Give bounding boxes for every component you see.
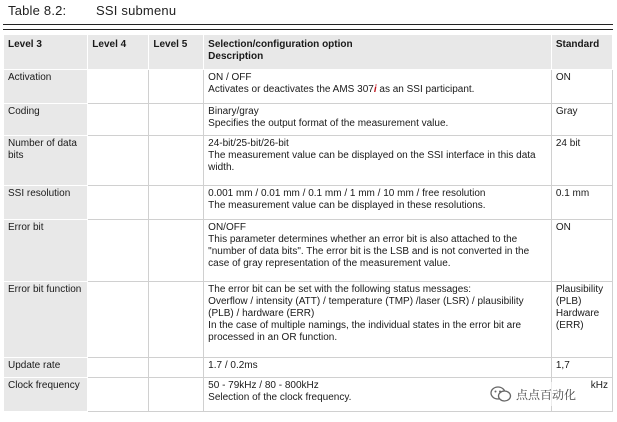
header-level4: Level 4 — [88, 35, 149, 70]
row-option-cell — [204, 136, 552, 186]
table-number: Table 8.2: — [8, 3, 67, 18]
row-description-2: In the case of multiple namings, the individual states in the error bit are processed in an OR function. — [208, 320, 522, 343]
row-description: Overflow / intensity (ATT) / temperature (TMP) /laser (LSR) / plausibility (PLB) / hardware (ERR) — [208, 296, 524, 319]
row-level5 — [149, 358, 204, 378]
row-option: ON / OFF — [208, 72, 252, 83]
row-level4 — [88, 104, 149, 136]
row-standard-value: kHz — [590, 380, 608, 391]
row-standard: 1,7 — [551, 358, 612, 378]
row-description: This parameter determines whether an error bit is also attached to the "number of data bits". The error bit is the LSB and is not converted in the case of gray representation of the measurement value. — [208, 234, 530, 269]
header-level5: Level 5 — [149, 35, 204, 70]
caption-rule-bottom — [3, 29, 613, 30]
header-standard: Standard — [551, 35, 612, 70]
row-description: Specifies the output format of the measurement value. — [208, 118, 449, 129]
row-level3: Activation — [4, 70, 88, 104]
row-option-cell — [204, 358, 552, 378]
row-option-cell — [204, 70, 552, 104]
row-option-cell — [204, 282, 552, 358]
row-level5 — [149, 378, 204, 412]
row-option: ON/OFF — [208, 222, 246, 233]
row-description: The measurement value can be displayed in these resolutions. — [208, 200, 486, 211]
row-level5 — [149, 282, 204, 358]
table-title: SSI submenu — [96, 3, 177, 18]
row-option: Binary/gray — [208, 106, 259, 117]
header-row — [4, 35, 613, 70]
wechat-icon — [490, 385, 512, 403]
row-standard: ON — [551, 220, 612, 282]
row-option-cell — [204, 104, 552, 136]
table-caption — [8, 3, 176, 23]
table-row — [4, 104, 613, 136]
row-standard: Plausibility (PLB) Hardware (ERR) — [551, 282, 612, 358]
row-option: 50 - 79kHz / 80 - 800kHz — [208, 380, 319, 391]
row-level4 — [88, 186, 149, 220]
row-standard: ON — [551, 70, 612, 104]
row-level3: Number of data bits — [4, 136, 88, 186]
row-level5 — [149, 136, 204, 186]
watermark — [490, 382, 576, 406]
row-level4 — [88, 282, 149, 358]
row-level4 — [88, 70, 149, 104]
row-description: Selection of the clock frequency. — [208, 392, 352, 403]
row-option-cell — [204, 220, 552, 282]
row-standard: 0.1 mm — [551, 186, 612, 220]
row-option: 0.001 mm / 0.01 mm / 0.1 mm / 1 mm / 10 mm / free resolution — [208, 188, 486, 199]
table-row — [4, 358, 613, 378]
header-option-line1: Selection/configuration option — [208, 39, 353, 50]
row-level5 — [149, 70, 204, 104]
row-description — [208, 84, 547, 96]
row-option: 24-bit/25-bit/26-bit — [208, 138, 289, 149]
table-row — [4, 70, 613, 104]
header-level3: Level 3 — [4, 35, 88, 70]
watermark-text: 点点百动化 — [516, 387, 577, 402]
row-option: 1.7 / 0.2ms — [208, 360, 258, 371]
table-row — [4, 136, 613, 186]
header-option-line2: Description — [208, 51, 264, 62]
row-level3: SSI resolution — [4, 186, 88, 220]
header-option — [204, 35, 552, 70]
table-row — [4, 186, 613, 220]
row-level3: Error bit — [4, 220, 88, 282]
row-level5 — [149, 220, 204, 282]
row-level4 — [88, 358, 149, 378]
row-description-mark: i — [373, 84, 377, 95]
table-row — [4, 282, 613, 358]
row-standard: 24 bit — [551, 136, 612, 186]
row-level3: Clock frequency — [4, 378, 88, 412]
row-description: The measurement value can be displayed on the SSI interface in this data width. — [208, 150, 536, 173]
row-level4 — [88, 220, 149, 282]
ssi-submenu-table — [3, 34, 613, 412]
caption-rule-top — [3, 24, 613, 25]
row-option-cell — [204, 186, 552, 220]
row-level5 — [149, 104, 204, 136]
row-description-before: Activates or deactivates the AMS 307 — [208, 84, 374, 95]
row-standard: Gray — [551, 104, 612, 136]
row-level5 — [149, 186, 204, 220]
row-level3: Update rate — [4, 358, 88, 378]
row-level4 — [88, 378, 149, 412]
row-option: The error bit can be set with the following status messages: — [208, 284, 472, 295]
row-description-after: as an SSI participant. — [376, 84, 475, 95]
row-level4 — [88, 136, 149, 186]
row-level3: Coding — [4, 104, 88, 136]
table-row — [4, 220, 613, 282]
row-level3: Error bit function — [4, 282, 88, 358]
